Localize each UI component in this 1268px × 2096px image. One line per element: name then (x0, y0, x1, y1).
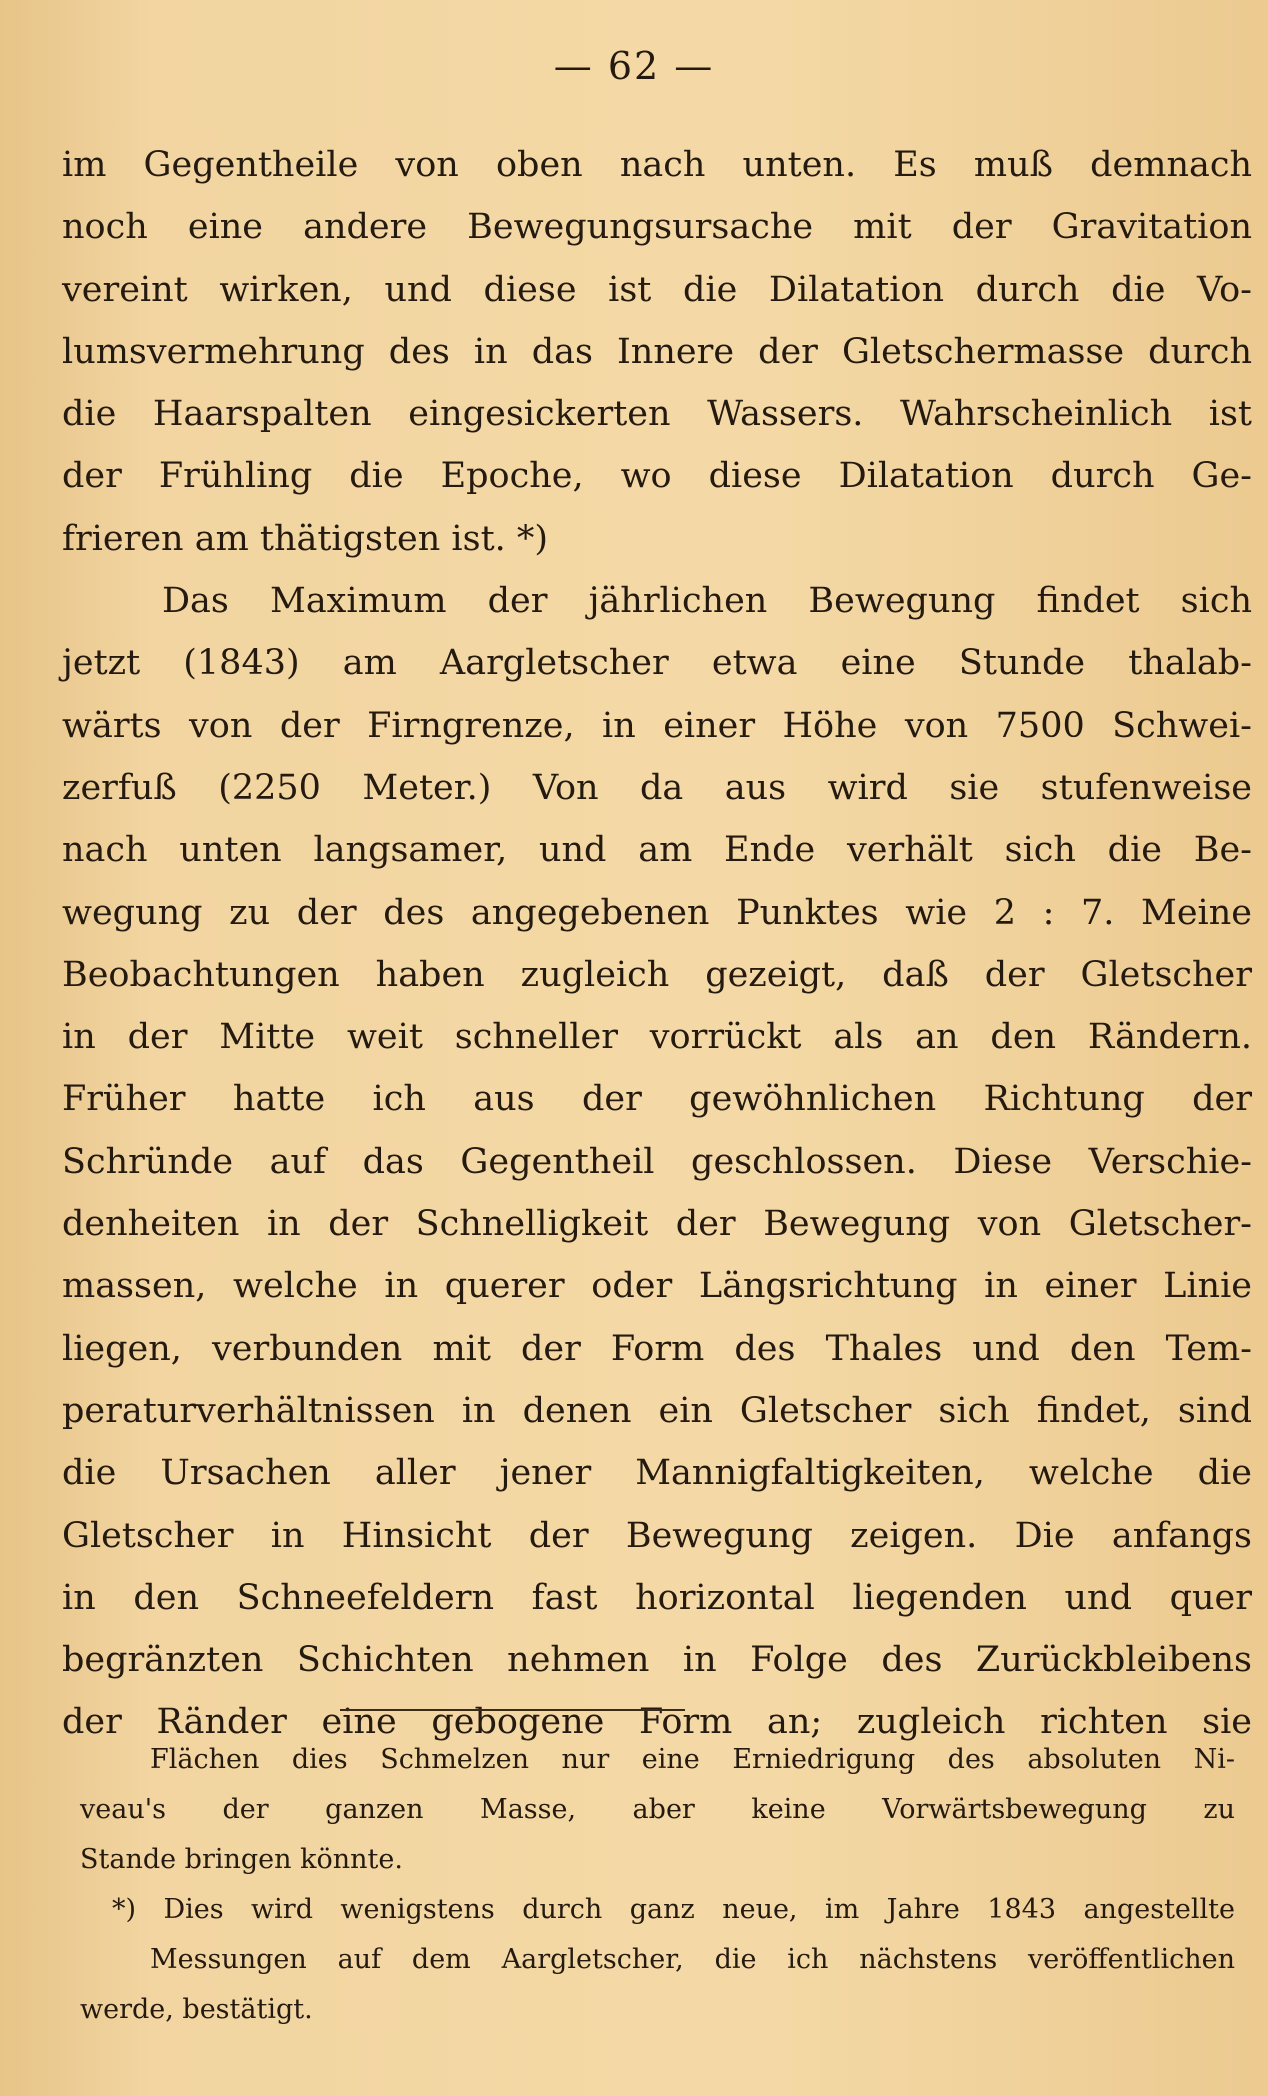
text-line: lumsvermehrung des in das Innere der Gletschermasse durch (62, 331, 1252, 372)
text-line: Früher hatte ich aus der gewöhnlichen Richtung der (62, 1079, 1252, 1120)
text-line: die Haarspalten eingesickerten Wassers. Wahrscheinlich ist (62, 394, 1252, 435)
text-line: vereint wirken, und diese ist die Dilatation durch die Vo- (62, 269, 1252, 310)
footnote-line: Messungen auf dem Aargletscher, die ich nächstens veröffentlichen (150, 1944, 1235, 1975)
footnote-line: Stande bringen könnte. (80, 1844, 403, 1875)
footnote-line: veau's der ganzen Masse, aber keine Vorwärtsbewegung zu (80, 1794, 1235, 1825)
text-line: frieren am thätigsten ist. *) (62, 518, 549, 559)
text-line: Das Maximum der jährlichen Bewegung findet sich (162, 581, 1252, 622)
text-line: der Ränder eine gebogene Form an; zugleich richten sie (62, 1702, 1252, 1743)
text-line: in den Schneefeldern fast horizontal liegenden und quer (62, 1577, 1252, 1618)
text-line: der Frühling die Epoche, wo diese Dilatation durch Ge- (62, 456, 1252, 497)
footnote-marker-line: *) Dies wird wenigstens durch ganz neue, im Jahre 1843 angestellte (112, 1894, 1235, 1925)
text-line: in der Mitte weit schneller vorrückt als an den Rändern. (62, 1017, 1252, 1058)
text-line: liegen, verbunden mit der Form des Thales und den Tem- (62, 1328, 1252, 1369)
text-line: die Ursachen aller jener Mannigfaltigkeiten, welche die (62, 1453, 1252, 1494)
text-line: zerfuß (2250 Meter.) Von da aus wird sie stufenweise (62, 767, 1252, 808)
text-line: wärts von der Firngrenze, in einer Höhe von 7500 Schwei- (62, 705, 1252, 746)
text-line: noch eine andere Bewegungsursache mit der Gravitation (62, 207, 1252, 248)
text-line: jetzt (1843) am Aargletscher etwa eine Stunde thalab- (62, 643, 1252, 684)
text-line: begränzten Schichten nehmen in Folge des Zurückbleibens (62, 1640, 1252, 1681)
text-line: peraturverhältnissen in denen ein Gletscher sich findet, sind (62, 1390, 1252, 1431)
text-line: massen, welche in querer oder Längsrichtung in einer Linie (62, 1266, 1252, 1307)
main-text (62, 134, 1252, 1754)
text-line: nach unten langsamer, und am Ende verhält sich die Be- (62, 830, 1252, 871)
footnotes (80, 1735, 1235, 2035)
page-number: — 62 — (553, 44, 715, 88)
footnote-line: werde, bestätigt. (80, 1994, 313, 2025)
text-line: wegung zu der des angegebenen Punktes wie 2 : 7. Meine (62, 892, 1252, 933)
text-line: Gletscher in Hinsicht der Bewegung zeigen. Die anfangs (62, 1515, 1252, 1556)
footnote-line: Flächen dies Schmelzen nur eine Erniedrigung des absoluten Ni- (150, 1744, 1235, 1775)
text-line: Schründe auf das Gegentheil geschlossen. Diese Verschie- (62, 1141, 1252, 1182)
text-line: im Gegentheile von oben nach unten. Es muß demnach (62, 145, 1252, 185)
text-line: Beobachtungen haben zugleich gezeigt, daß der Gletscher (62, 954, 1252, 995)
text-line: denheiten in der Schnelligkeit der Bewegung von Gletscher- (62, 1204, 1252, 1245)
footnote-divider (340, 1709, 685, 1711)
